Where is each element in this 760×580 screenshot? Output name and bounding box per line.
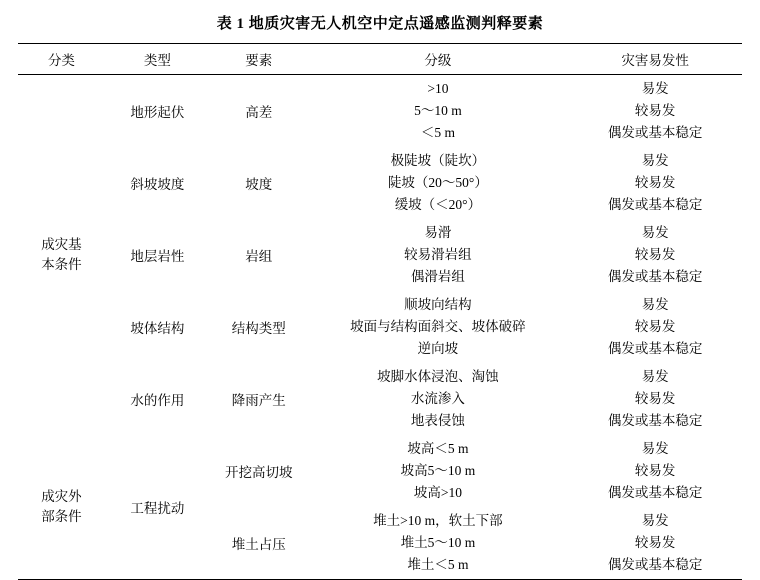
row-factor: 降雨产生 [231,393,286,408]
susceptibility-line: 较易发 [634,535,676,551]
group-label-cell-0 [18,75,105,436]
level-line: 坡高>10 [413,484,462,500]
row-susceptibility [568,435,742,507]
level-line: ＜5 m [420,124,455,140]
row-susceptibility [568,147,742,219]
susceptibility-line: 偶发或基本稳定 [607,196,703,212]
group-label-line: 成灾外 [41,488,82,504]
susceptibility-line: 较易发 [634,391,676,407]
column-header-factor: 要素 [210,44,308,75]
row-susceptibility [568,291,742,363]
table-row [18,363,742,435]
page-title: 表 1 地质灾害无人机空中定点遥感监测判释要素 [216,16,544,32]
row-type: 坡体结构 [130,321,185,336]
column-header-type: 类型 [105,44,210,75]
level-line: 堆土>10 m，软土下部 [373,513,503,529]
susceptibility-line: 偶发或基本稳定 [607,124,703,140]
level-line: 坡高5～10 m [400,463,476,479]
row-susceptibility [568,363,742,435]
susceptibility-line: 较易发 [634,103,676,119]
row-factor: 结构类型 [231,321,286,336]
row-type: 地层岩性 [130,249,185,264]
susceptibility-line: 偶发或基本稳定 [607,412,703,428]
level-line: 水流渗入 [410,391,465,407]
row-factor: 堆土占压 [231,537,286,552]
susceptibility-line: 易发 [641,441,669,457]
level-line: 偶滑岩组 [410,268,465,284]
susceptibility-line: 易发 [641,225,669,241]
level-line: 易滑 [424,225,452,241]
susceptibility-line: 易发 [641,297,669,313]
level-line: 陡坡（20～50°） [387,175,488,191]
level-line: 坡高＜5 m [407,441,469,457]
row-levels [308,291,569,363]
row-levels [308,435,569,507]
level-line: 堆土＜5 m [407,556,469,572]
susceptibility-line: 易发 [641,81,669,97]
group-label-line: 成灾基 [41,236,82,252]
column-header-category: 分类 [18,44,105,75]
susceptibility-line: 易发 [641,369,669,385]
table-row [18,219,742,291]
row-type: 斜坡坡度 [130,177,185,192]
level-line: 坡脚水体浸泡、淘蚀 [377,369,499,385]
table-row [18,75,742,148]
row-factor: 开挖高切坡 [224,465,293,480]
level-line: 较易滑岩组 [404,247,472,263]
row-factor: 高差 [210,75,308,148]
susceptibility-line: 较易发 [634,463,676,479]
row-factor: 坡度 [245,177,273,192]
susceptibility-line: 偶发或基本稳定 [607,556,703,572]
level-line: 顺坡向结构 [404,297,472,313]
row-levels [308,147,569,219]
group-label-line: 部条件 [41,509,82,524]
table-header [18,44,742,75]
row-levels [308,219,569,291]
susceptibility-line: 偶发或基本稳定 [607,268,703,284]
susceptibility-line: 较易发 [634,175,676,191]
susceptibility-line: 偶发或基本稳定 [607,340,703,356]
row-type: 水的作用 [130,393,185,408]
table-body [18,75,742,580]
level-line: 堆土5～10 m [400,535,476,551]
column-header-level: 分级 [308,44,569,75]
row-susceptibility [568,75,742,148]
level-line: 5～10 m [414,103,462,119]
susceptibility-line: 易发 [641,513,669,529]
column-header-susceptibility: 灾害易发性 [568,44,742,75]
susceptibility-line: 偶发或基本稳定 [607,484,703,500]
susceptibility-line: 易发 [641,153,669,169]
data-table [18,43,742,580]
level-line: >10 [427,81,449,97]
row-type: 地形起伏 [105,75,210,148]
row-levels [308,75,569,148]
row-levels [308,507,569,580]
row-susceptibility [568,507,742,580]
table-row [18,291,742,363]
susceptibility-line: 较易发 [634,319,676,335]
row-susceptibility [568,219,742,291]
level-line: 地表侵蚀 [410,412,465,428]
susceptibility-line: 较易发 [634,247,676,263]
row-levels [308,363,569,435]
level-line: 逆向坡 [417,340,459,356]
table-row [18,435,742,507]
level-line: 缓坡（＜20°） [394,196,482,212]
table-row [18,147,742,219]
group-label-line: 本条件 [41,257,82,272]
level-line: 极陡坡（陡坎） [390,153,486,169]
group-label-cell-1 [18,435,105,580]
row-type: 工程扰动 [130,501,185,516]
level-line: 坡面与结构面斜交、坡体破碎 [350,319,526,335]
row-factor: 岩组 [245,249,273,264]
